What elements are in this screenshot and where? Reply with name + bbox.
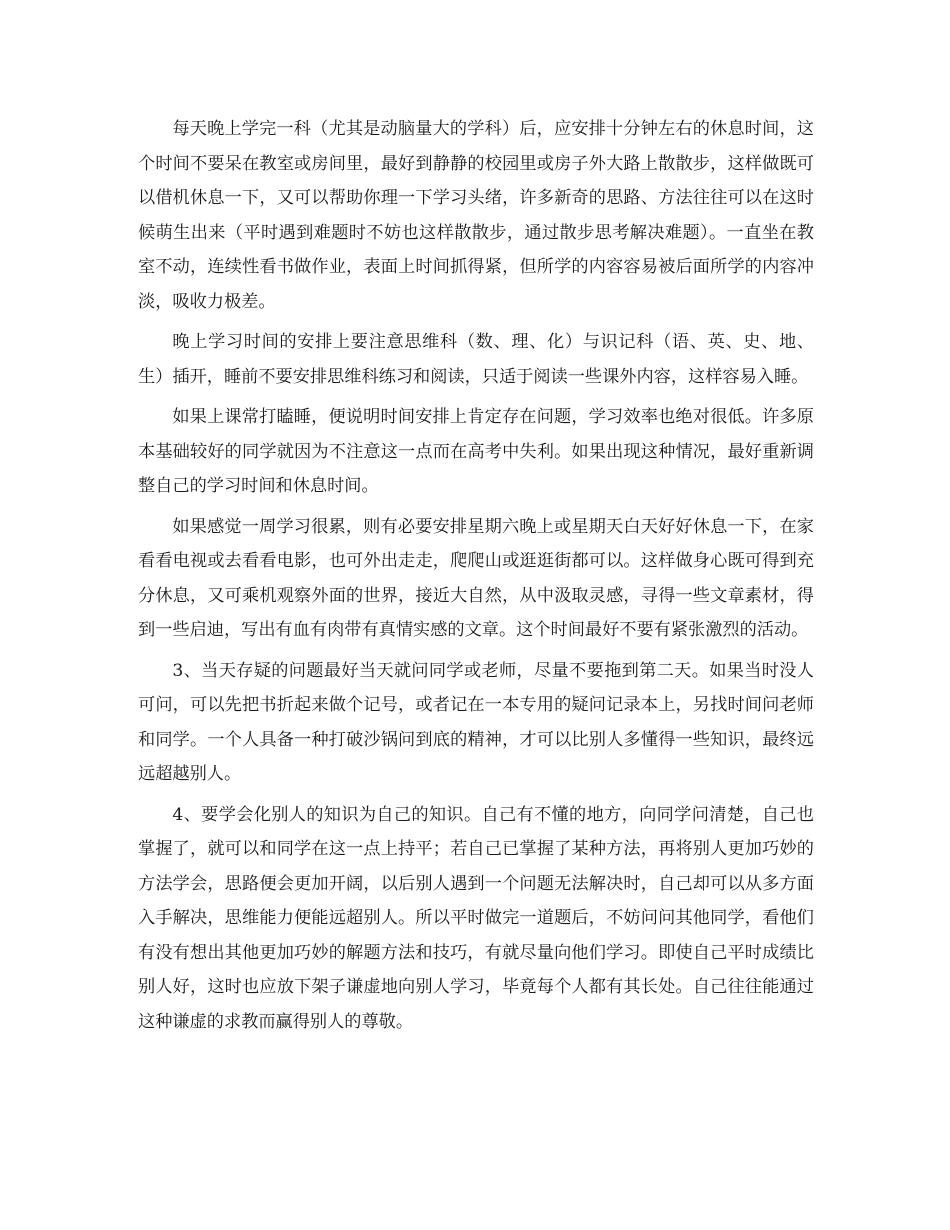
- document-body: [138, 112, 814, 1045]
- paragraph-ask-same-day: 3、当天存疑的问题最好当天就问同学或老师，尽量不要拖到第二天。如果当时没人可问，可以先把书折起来做个记号，或者记在一本专用的疑问记录本上，另找时间问老师和同学。一个人具备一种打破沙锅问到底的精神，才可以比别人多懂得一些知识，最终远远超越别人。: [138, 660, 814, 784]
- paragraph-weekend-rest: 如果感觉一周学习很累，则有必要安排星期六晚上或星期天白天好好休息一下，在家看看电视或去看看电影，也可外出走走，爬爬山或逛逛街都可以。这样做身心既可得到充分休息，又可乘机观察外面的世界，接近大自然，从中汲取灵感，寻得一些文章素材，得到一些启迪，写出有血有肉带有真情实感的文章。这个时间最好不要有紧张激烈的活动。: [138, 516, 814, 640]
- paragraph-subject-alternation: 晚上学习时间的安排上要注意思维科（数、理、化）与识记科（语、英、史、地、生）插开，睡前不要安排思维科练习和阅读，只适于阅读一些课外内容，这样容易入睡。: [138, 332, 814, 387]
- paragraph-learn-from-others: 4、要学会化别人的知识为自己的知识。自己有不懂的地方，向同学问清楚，自己也掌握了，就可以和同学在这一点上持平；若自己已掌握了某种方法，再将别人更加巧妙的方法学会，思路便会更加开阔，以后别人遇到一个问题无法解决时，自己却可以从多方面入手解决，思维能力便能远超别人。所以平时做完一道题后，不妨问问其他同学，看他们有没有想出其他更加巧妙的解题方法和技巧，有就尽量向他们学习。即使自己平时成绩比别人好，这时也应放下架子谦虚地向别人学习，毕竟每个人都有其长处。自己往往能通过这种谦虚的求教而赢得别人的尊敬。: [138, 804, 814, 1032]
- paragraph-rest-break: 每天晚上学完一科（尤其是动脑量大的学科）后，应安排十分钟左右的休息时间，这个时间不要呆在教室或房间里，最好到静静的校园里或房子外大路上散散步，这样做既可以借机休息一下，又可以帮助你理一下学习头绪，许多新奇的思路、方法往往可以在这时候萌生出来（平时遇到难题时不妨也这样散散步，通过散步思考解决难题）。一直坐在教室不动，连续性看书做作业，表面上时间抓得紧，但所学的内容容易被后面所学的内容冲淡，吸收力极差。: [138, 119, 814, 312]
- paragraph-drowsiness: 如果上课常打瞌睡，便说明时间安排上肯定存在问题，学习效率也绝对很低。许多原本基础较好的同学就因为不注意这一点而在高考中失利。如果出现这种情况，最好重新调整自己的学习时间和休息时间。: [138, 407, 814, 496]
